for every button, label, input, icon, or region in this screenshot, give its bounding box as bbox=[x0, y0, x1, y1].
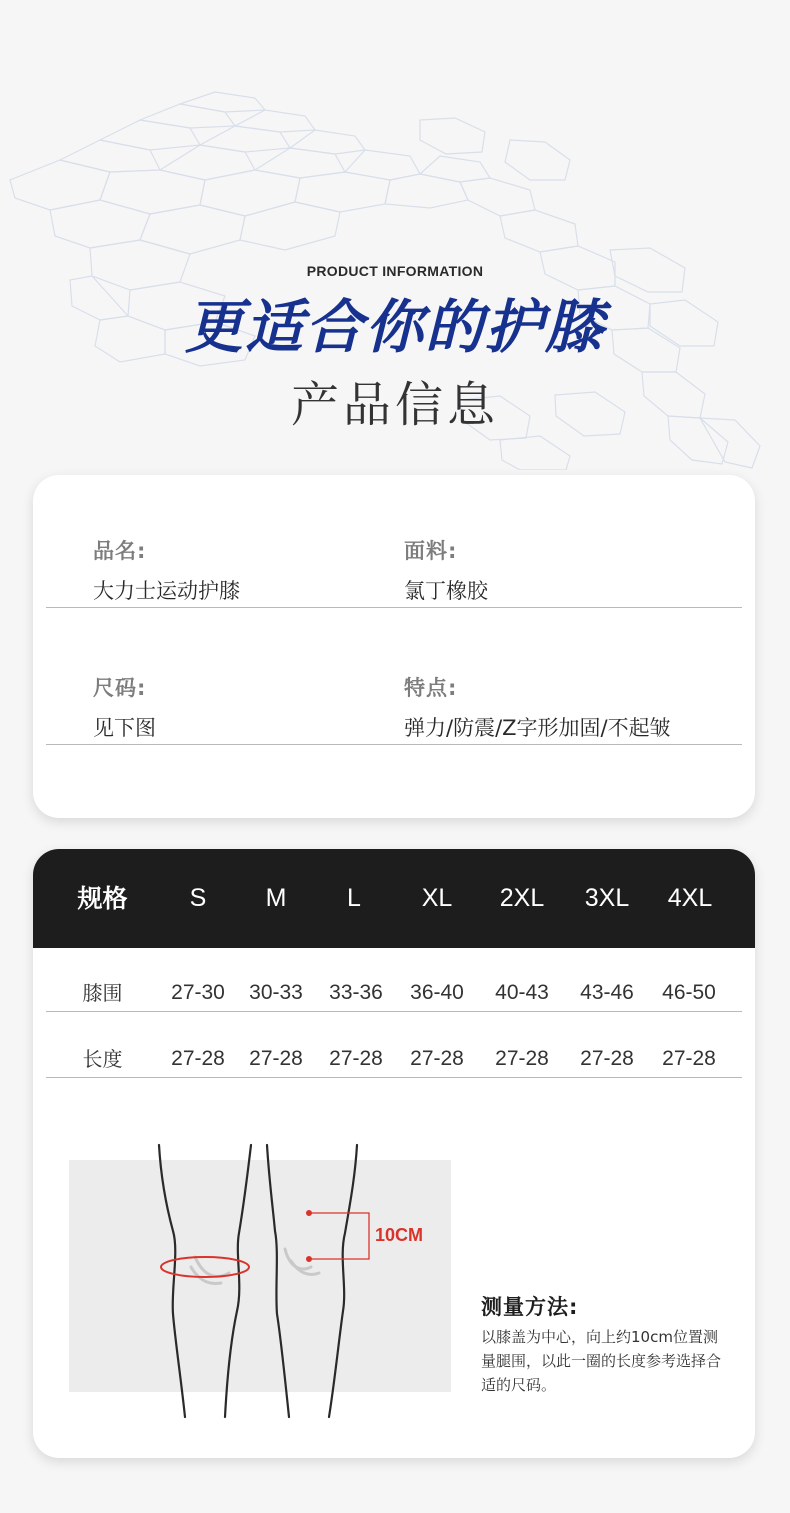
product-info-card bbox=[33, 475, 755, 818]
eyebrow-text: PRODUCT INFORMATION bbox=[306, 263, 484, 279]
table-cell: 27-28 bbox=[249, 1047, 303, 1070]
info-item-size bbox=[93, 672, 156, 742]
table-cell: 33-36 bbox=[329, 981, 383, 1004]
header-label: 规格 bbox=[77, 884, 128, 913]
info-item-material bbox=[404, 535, 488, 605]
table-cell: 27-28 bbox=[329, 1047, 383, 1070]
size-header-cell: XL bbox=[421, 884, 453, 912]
size-header-cell: L bbox=[347, 884, 361, 912]
table-cell: 27-28 bbox=[495, 1047, 549, 1070]
size-header-cell: 2XL bbox=[499, 884, 545, 912]
info-value: 见下图 bbox=[93, 716, 156, 740]
distance-label: 10CM bbox=[375, 1225, 424, 1245]
info-value: 大力士运动护膝 bbox=[93, 579, 240, 603]
table-cell: 30-33 bbox=[249, 981, 303, 1004]
size-table-header bbox=[33, 849, 755, 948]
info-label: 尺码: bbox=[93, 676, 147, 700]
table-row bbox=[46, 948, 742, 1012]
measure-instructions: 以膝盖为中心，向上约10cm位置测量腿围，以此一圈的长度参考选择合适的尺码。 bbox=[481, 1328, 722, 1394]
size-chart-card bbox=[33, 849, 755, 1458]
size-header-cell: S bbox=[189, 884, 207, 912]
size-header-cell: M bbox=[265, 884, 287, 912]
info-label: 面料: bbox=[404, 539, 458, 563]
table-cell: 27-28 bbox=[662, 1047, 716, 1070]
page-subtitle: 产品信息 bbox=[290, 377, 499, 433]
table-cell: 27-28 bbox=[171, 1047, 225, 1070]
leg-measurement-diagram bbox=[33, 1139, 463, 1429]
table-cell: 27-28 bbox=[580, 1047, 634, 1070]
distance-marker bbox=[306, 1210, 423, 1262]
row-label: 长度 bbox=[82, 1047, 123, 1071]
table-cell: 46-50 bbox=[662, 981, 716, 1004]
info-item-name bbox=[93, 535, 240, 605]
table-cell: 27-28 bbox=[410, 1047, 464, 1070]
hero-section bbox=[0, 0, 790, 470]
info-value: 弹力/防震/Z字形加固/不起皱 bbox=[404, 716, 671, 740]
table-cell: 40-43 bbox=[495, 981, 549, 1004]
table-cell: 27-30 bbox=[171, 981, 225, 1004]
info-label: 特点: bbox=[404, 676, 458, 700]
info-value: 氯丁橡胶 bbox=[404, 579, 488, 603]
info-row bbox=[46, 535, 742, 608]
table-row bbox=[46, 1014, 742, 1078]
size-header-cell: 4XL bbox=[667, 884, 713, 912]
table-cell: 36-40 bbox=[410, 981, 464, 1004]
size-header-cell: 3XL bbox=[584, 884, 630, 912]
measure-title: 测量方法: bbox=[481, 1295, 579, 1319]
info-row bbox=[46, 672, 742, 745]
page-title: 更适合你的护膝 bbox=[184, 293, 605, 361]
info-item-features bbox=[404, 672, 671, 742]
row-label: 膝围 bbox=[82, 981, 123, 1005]
info-label: 品名: bbox=[93, 539, 147, 563]
table-cell: 43-46 bbox=[580, 981, 634, 1004]
